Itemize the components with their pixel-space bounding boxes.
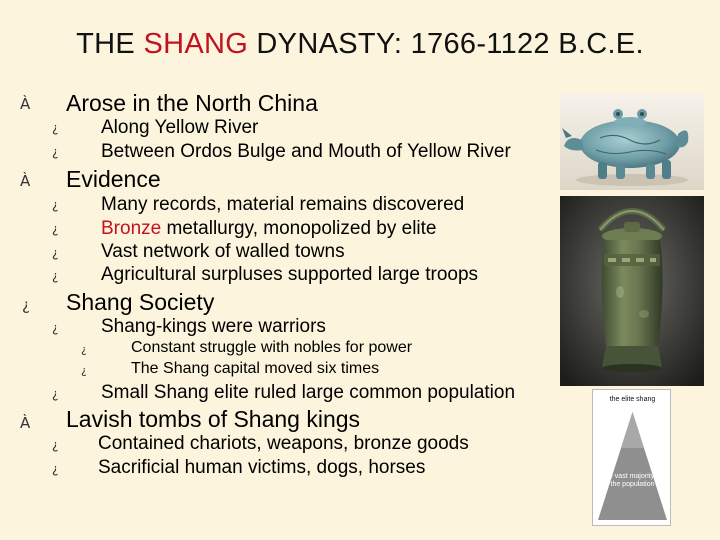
sub-bullet-marker-icon: ¿ bbox=[52, 438, 59, 452]
sub-bullet-elite: Small Shang elite ruled large common population bbox=[101, 382, 516, 403]
sub-bullet-sacrificial: Sacrificial human victims, dogs, horses bbox=[98, 457, 426, 478]
pyramid-triangle-icon bbox=[593, 390, 672, 527]
sub-bullet-warriors: Shang-kings were warriors bbox=[101, 316, 326, 337]
bullet-evidence: Evidence bbox=[66, 166, 161, 192]
sub-bullet-marker-icon: ¿ bbox=[52, 321, 59, 335]
bullet-marker-icon: ¿ bbox=[22, 296, 30, 314]
sub-bullet-bronze bbox=[101, 218, 437, 240]
social-pyramid-diagram bbox=[592, 389, 671, 526]
sub-bullet-marker-icon: ¿ bbox=[52, 387, 59, 401]
pyramid-bottom-label: the vast majority of the population bbox=[603, 473, 662, 489]
sub-bullet-marker-icon: ¿ bbox=[52, 246, 59, 260]
sub-sub-bullet-capital: The Shang capital moved six times bbox=[131, 360, 380, 377]
sub-sub-bullet-marker-icon: ¿ bbox=[81, 364, 87, 377]
sub-bullet-marker-icon: ¿ bbox=[52, 462, 59, 476]
slide-title bbox=[0, 28, 720, 61]
title-prefix: THE bbox=[76, 28, 144, 60]
bronze-bucket-photo bbox=[560, 196, 704, 386]
bronze-bucket-icon bbox=[560, 196, 704, 386]
bronze-vessel-icon bbox=[560, 94, 704, 190]
bronze-vessel-photo bbox=[560, 94, 704, 190]
pyramid-top-label: the elite shang bbox=[609, 396, 656, 403]
bullet-shang-society: Shang Society bbox=[66, 289, 215, 315]
sub-bullet-marker-icon: ¿ bbox=[52, 198, 59, 212]
bullet-arose: Arose in the North China bbox=[66, 90, 318, 116]
bullet-marker-icon: À bbox=[20, 95, 31, 113]
title-suffix: DYNASTY: 1766-1122 B.C.E. bbox=[248, 28, 644, 60]
bronze-accent: Bronze bbox=[101, 218, 162, 239]
bullet-tombs: Lavish tombs of Shang kings bbox=[66, 406, 361, 432]
sub-bullet-chariots: Contained chariots, weapons, bronze goods bbox=[98, 433, 469, 454]
sub-bullet-marker-icon: ¿ bbox=[52, 121, 59, 135]
bullet-marker-icon: À bbox=[20, 414, 31, 432]
bullet-marker-icon: À bbox=[20, 172, 31, 190]
sub-bullet-ordos: Between Ordos Bulge and Mouth of Yellow River bbox=[101, 141, 511, 162]
sub-bullet-records: Many records, material remains discovered bbox=[101, 194, 465, 215]
title-accent: SHANG bbox=[143, 28, 249, 60]
sub-bullet-walled-towns: Vast network of walled towns bbox=[101, 241, 345, 262]
sub-bullet-yellow-river: Along Yellow River bbox=[101, 117, 259, 138]
sub-bullet-marker-icon: ¿ bbox=[52, 269, 59, 283]
sub-sub-bullet-struggle: Constant struggle with nobles for power bbox=[131, 339, 413, 356]
sub-bullet-surpluses: Agricultural surpluses supported large troops bbox=[101, 264, 479, 285]
sub-bullet-marker-icon: ¿ bbox=[52, 222, 59, 236]
bronze-rest: metallurgy, monopolized by elite bbox=[161, 218, 437, 239]
sub-sub-bullet-marker-icon: ¿ bbox=[81, 343, 87, 356]
sub-bullet-marker-icon: ¿ bbox=[52, 145, 59, 159]
